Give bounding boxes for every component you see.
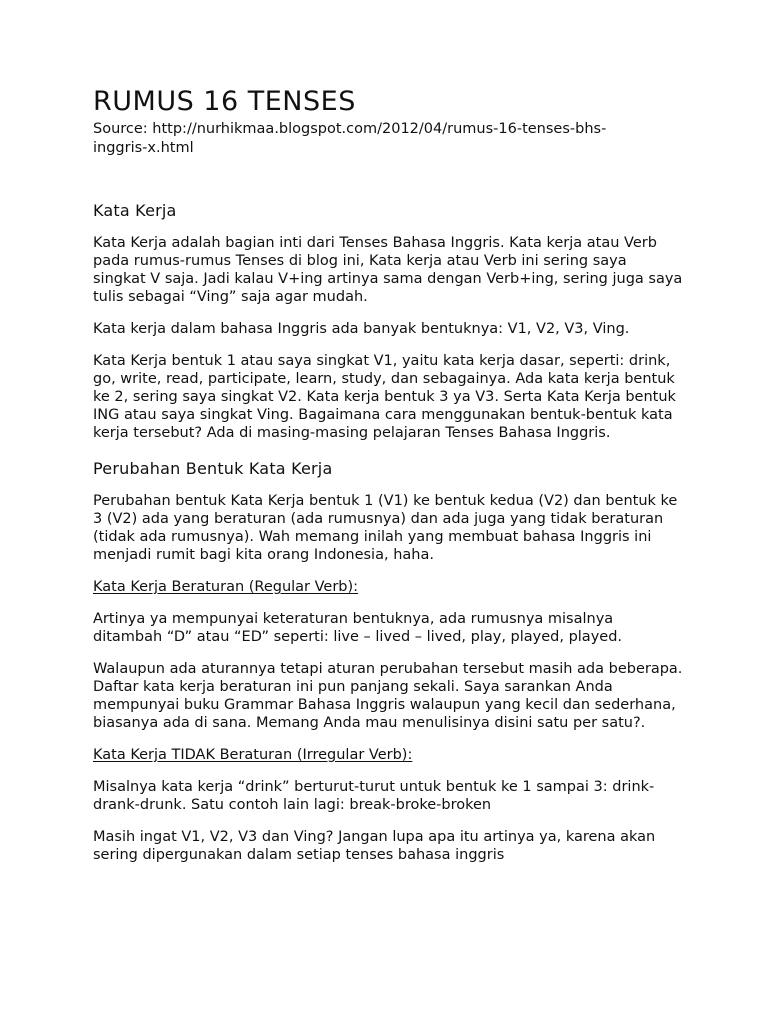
paragraph-kata-kerja-bentuk: Kata Kerja bentuk 1 atau saya singkat V1, yaitu kata kerja dasar, seperti: drink, go, write, read, participate, learn, study, dan sebagainya. Ada kata kerja bentuk ke 2, sering saya singkat V2. Kata kerja bentuk 3 ya V3. Serta Kata Kerja bentuk ING atau saya singkat Ving. Bagaimana cara menggunakan bentuk-bentuk kata kerja tersebut? Ada di masing-masing pelajaran Tenses Bahasa Inggris. [93, 353, 676, 441]
label-regular-verb: Kata Kerja Beraturan (Regular Verb): [93, 579, 359, 595]
paragraph-regular-list: Walaupun ada aturannya tetapi aturan perubahan tersebut masih ada beberapa. Daftar kata kerja beraturan ini pun panjang sekali. Saya sarankan Anda mempunyai buku Grammar Bahasa Inggris walaupun yang kecil dan sederhana, biasanya ada di sana. Memang Anda mau menulisinya disini satu per satu?. [93, 661, 683, 731]
paragraph-kata-kerja-forms: Kata kerja dalam bahasa Inggris ada banyak bentuknya: V1, V2, V3, Ving. [93, 321, 630, 337]
paragraph-regular-meaning: Artinya ya mempunyai keteraturan bentuknya, ada rumusnya misalnya ditambah “D” atau “ED” seperti: live – lived – lived, play, played, played. [93, 611, 623, 645]
paragraph-kata-kerja-intro: Kata Kerja adalah bagian inti dari Tenses Bahasa Inggris. Kata kerja atau Verb pada rumus-rumus Tenses di blog ini, Kata kerja atau Verb ini sering saya singkat V saja. Jadi kalau V+ing artinya sama dengan Verb+ing, sering juga saya tulis sebagai “Ving” saja agar mudah. [93, 235, 683, 305]
paragraph-closing: Masih ingat V1, V2, V3 dan Ving? Jangan lupa apa itu artinya ya, karena akan sering dipergunakan dalam setiap tenses bahasa inggris [93, 829, 656, 863]
label-irregular-verb: Kata Kerja TIDAK Beraturan (Irregular Verb): [93, 747, 413, 763]
heading-kata-kerja: Kata Kerja [93, 201, 177, 220]
paragraph-perubahan-intro: Perubahan bentuk Kata Kerja bentuk 1 (V1) ke bentuk kedua (V2) dan bentuk ke 3 (V2) ada yang beraturan (ada rumusnya) dan ada juga yang tidak beraturan (tidak ada rumusnya). Wah memang inilah yang membuat bahasa Inggris ini menjadi rumit bagi kita orang Indonesia, haha. [93, 493, 678, 563]
document-title: RUMUS 16 TENSES [93, 86, 356, 117]
heading-perubahan-bentuk: Perubahan Bentuk Kata Kerja [93, 459, 333, 478]
source-line: Source: http://nurhikmaa.blogspot.com/2012/04/rumus-16-tenses-bhs-inggris-x.html [93, 121, 607, 156]
paragraph-irregular-example: Misalnya kata kerja “drink” berturut-turut untuk bentuk ke 1 sampai 3: drink-drank-drunk. Satu contoh lain lagi: break-broke-broken [93, 779, 655, 813]
document-page [93, 84, 683, 864]
